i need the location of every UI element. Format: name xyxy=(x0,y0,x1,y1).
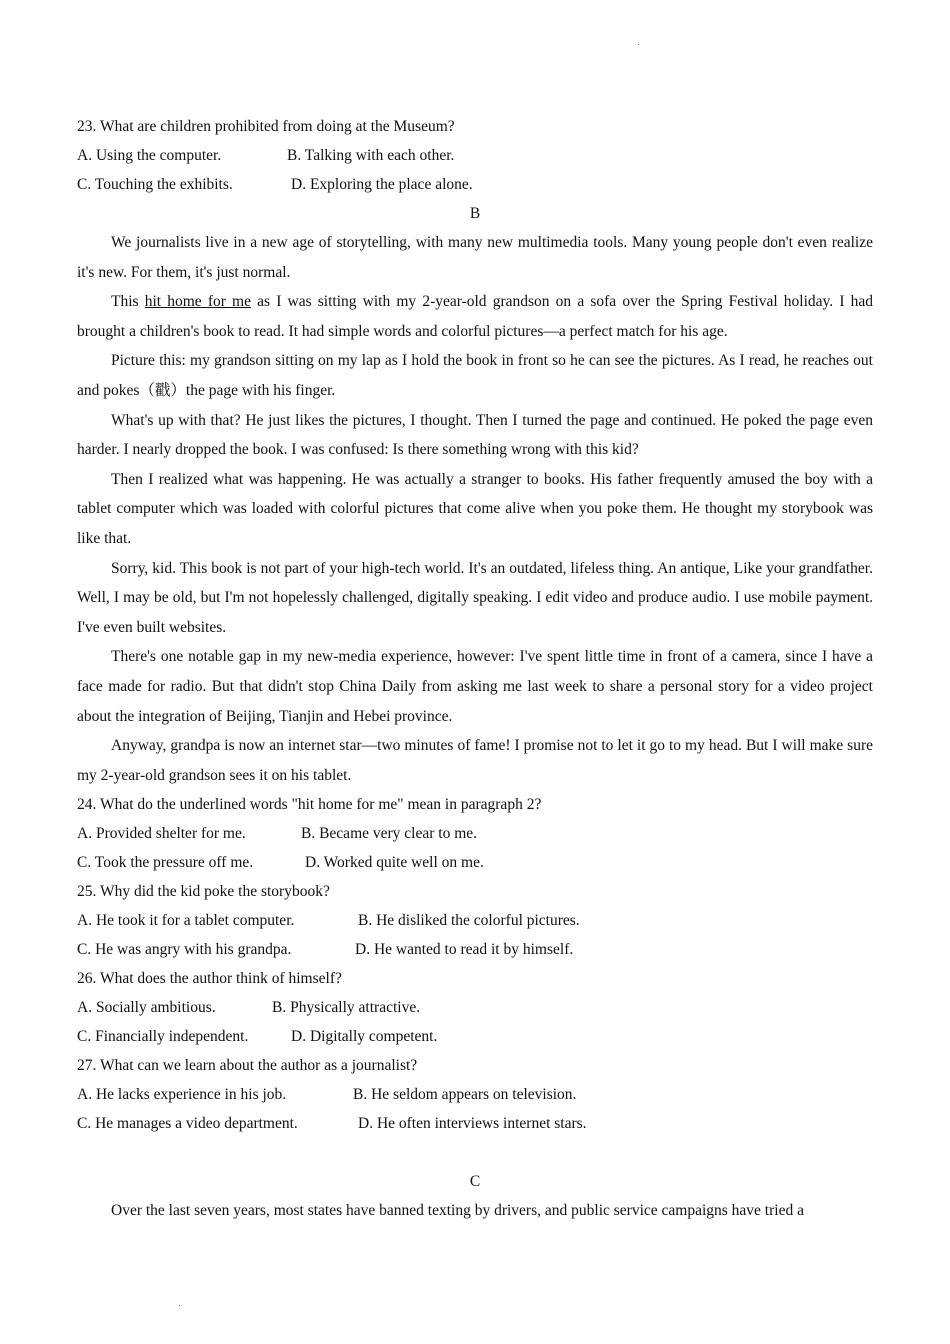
question-27: 27. What can we learn about the author as a journalist? xyxy=(77,1057,418,1075)
document-body xyxy=(77,112,873,1226)
option-d: D. Worked quite well on me. xyxy=(305,854,484,872)
option-a: A. Using the computer. xyxy=(77,147,222,164)
section-label-c: C xyxy=(469,1173,481,1191)
option-c: C. Touching the exhibits. xyxy=(77,176,233,193)
question-26: 26. What does the author think of himself? xyxy=(77,970,342,988)
paragraph-2 xyxy=(77,287,873,346)
options-row xyxy=(77,1022,873,1051)
corner-mark-top xyxy=(638,44,639,45)
option-c: C. He manages a video department. xyxy=(77,1115,298,1133)
paragraph-1: We journalists live in a new age of storytelling, with many new multimedia tools. Many young people don't even realize it's new. For them, it's just normal. xyxy=(77,234,873,281)
options-row xyxy=(77,1080,873,1109)
corner-mark-bottom xyxy=(179,1305,180,1306)
spacer xyxy=(77,1138,873,1167)
option-d: D. He wanted to read it by himself. xyxy=(355,941,574,959)
question-24: 24. What do the underlined words "hit home for me" mean in paragraph 2? xyxy=(77,796,542,814)
option-b: B. He disliked the colorful pictures. xyxy=(358,912,580,930)
options-row xyxy=(77,906,873,935)
options-row xyxy=(77,170,873,199)
option-b: B. Physically attractive. xyxy=(272,999,421,1017)
option-b: B. Became very clear to me. xyxy=(301,825,478,843)
options-row xyxy=(77,1109,873,1138)
paragraph-c-1: Over the last seven years, most states have banned texting by drivers, and public service campaigns have tried a xyxy=(111,1202,804,1220)
underlined-phrase: hit home for me xyxy=(144,293,251,311)
question-25: 25. Why did the kid poke the storybook? xyxy=(77,883,330,901)
option-a: A. He lacks experience in his job. xyxy=(77,1086,287,1104)
paragraph-5: Then I realized what was happening. He was actually a stranger to books. His father frequently amused the boy with a tablet computer which was loaded with colorful pictures that come alive when you poke them. He thought my storybook was like that. xyxy=(77,470,873,547)
paragraph-6: Sorry, kid. This book is not part of your high-tech world. It's an outdated, lifeless thing. An antique, Like your grandfather. Well, I may be old, but I'm not hopelessly challenged, digitally speaking. I edit video and produce audio. I use mobile payment. I've even built websites. xyxy=(77,559,873,636)
section-label-b: B xyxy=(469,205,481,222)
paragraph-8: Anyway, grandpa is now an internet star—two minutes of fame! I promise not to let it go to my head. But I will make sure my 2-year-old grandson sees it on his tablet. xyxy=(77,737,873,784)
option-d: D. Exploring the place alone. xyxy=(291,176,473,193)
option-b: B. He seldom appears on television. xyxy=(353,1086,577,1104)
option-a: A. He took it for a tablet computer. xyxy=(77,912,295,930)
options-row xyxy=(77,993,873,1022)
question-23: 23. What are children prohibited from doing at the Museum? xyxy=(77,118,455,135)
options-row xyxy=(77,848,873,877)
option-c: C. He was angry with his grandpa. xyxy=(77,941,292,959)
option-a: A. Socially ambitious. xyxy=(77,999,216,1017)
paragraph-2-start: This xyxy=(111,293,145,311)
paragraph-7: There's one notable gap in my new-media experience, however: I've spent little time in front of a camera, since I have a face made for radio. But that didn't stop China Daily from asking me last week to share a personal story for a video project about the integration of Beijing, Tianjin and Hebei province. xyxy=(77,648,873,725)
paragraph-2-rest: as I was sitting with my 2-year-old grandson on a sofa over the Spring Festival holiday. I had brought a children's book to read. It had simple words and colorful pictures—a perfect match for his age. xyxy=(77,293,874,340)
option-a: A. Provided shelter for me. xyxy=(77,825,246,843)
option-d: D. Digitally competent. xyxy=(291,1028,438,1046)
option-b: B. Talking with each other. xyxy=(287,147,455,164)
option-c: C. Financially independent. xyxy=(77,1028,249,1046)
options-row xyxy=(77,141,873,170)
option-c: C. Took the pressure off me. xyxy=(77,854,254,872)
options-row xyxy=(77,819,873,848)
option-d: D. He often interviews internet stars. xyxy=(358,1115,587,1133)
options-row xyxy=(77,935,873,964)
paragraph-4: What's up with that? He just likes the pictures, I thought. Then I turned the page and continued. He poked the page even harder. I nearly dropped the book. I was confused: Is there something wrong with this kid? xyxy=(77,411,873,459)
paragraph-3: Picture this: my grandson sitting on my lap as I hold the book in front so he can see the pictures. As I read, he reaches out and pokes（戳）the page with his finger. xyxy=(77,352,873,399)
